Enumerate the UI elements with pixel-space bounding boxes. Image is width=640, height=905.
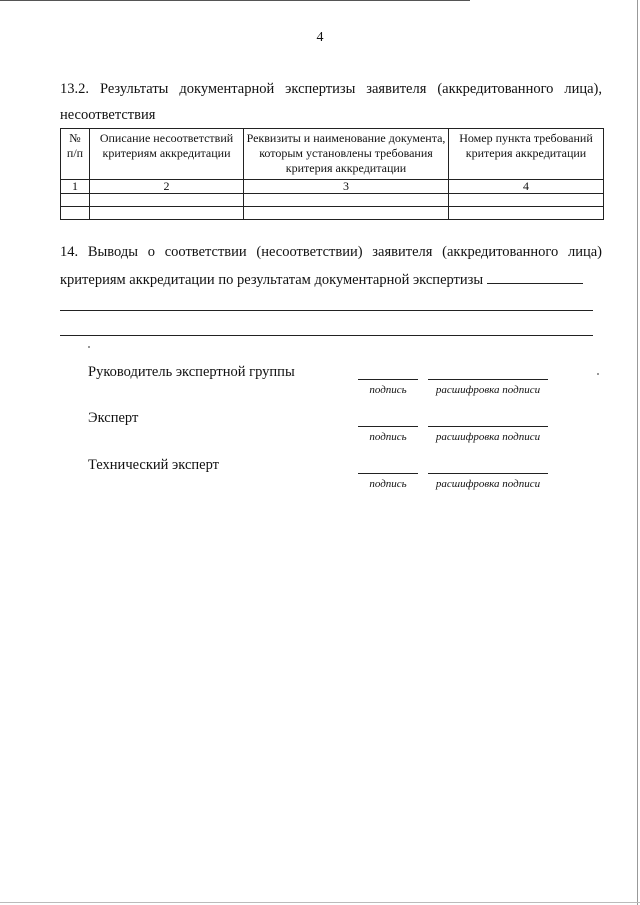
signature-decode-line: [428, 426, 548, 427]
signature-caption: подпись: [369, 431, 407, 443]
table-header-cell: Реквизиты и наименование документа, которым установлены требования критерия аккредитации: [244, 129, 449, 180]
signature-role-technical-expert: Технический эксперт: [88, 457, 219, 473]
conclusion-blank-line-2: [60, 310, 593, 311]
column-number-cell: 4: [449, 180, 604, 194]
table-row: [61, 207, 604, 220]
section-13-2-title: 13.2. Результаты документарной экспертизы заявителя (аккредитованного лица), несоответствия: [60, 81, 602, 123]
table-header-row: [61, 129, 604, 180]
column-number-cell: 3: [244, 180, 449, 194]
signature-role-expert: Эксперт: [88, 410, 139, 426]
table-cell: [244, 194, 449, 207]
table-cell: [90, 207, 244, 220]
table-cell: [449, 194, 604, 207]
signature-line: [358, 426, 418, 427]
signature-role-group-leader: Руководитель экспертной группы: [88, 364, 295, 380]
column-number-cell: 2: [90, 180, 244, 194]
signature-decode-line: [428, 473, 548, 474]
section-14-conclusion: [60, 238, 602, 294]
conclusion-blank-line: [487, 269, 583, 284]
signature-decode-caption: расшифровка подписи: [435, 478, 541, 490]
table-header-cell: № п/п: [61, 129, 90, 180]
signature-caption: подпись: [369, 384, 407, 396]
signature-caption: подпись: [369, 478, 407, 490]
table-cell: [61, 194, 90, 207]
column-number-cell: 1: [61, 180, 90, 194]
table-cell: [90, 194, 244, 207]
table-header-cell: Номер пункта требований критерия аккредитации: [449, 129, 604, 180]
signature-decode-caption: расшифровка подписи: [435, 431, 541, 443]
table-cell: [244, 207, 449, 220]
bottom-border-line: [0, 902, 640, 903]
signature-line: [358, 379, 418, 380]
table-cell: [449, 207, 604, 220]
signature-line: [358, 473, 418, 474]
table-row: [61, 194, 604, 207]
top-border-line: [0, 0, 470, 1]
table-header-cell: Описание несоответствий критериям аккредитации: [90, 129, 244, 180]
scan-speck: [88, 346, 90, 348]
table-cell: [61, 207, 90, 220]
signature-decode-line: [428, 379, 548, 380]
signature-decode-caption: расшифровка подписи: [435, 384, 541, 396]
conclusion-blank-line-3: [60, 335, 593, 336]
table-column-number-row: [61, 180, 604, 194]
page-number: 4: [316, 30, 324, 45]
section-14-text: 14. Выводы о соответствии (несоответствии) заявителя (аккредитованного лица) критериям аккредитации по результатам документарной экспертизы: [60, 244, 602, 288]
scan-speck: [597, 373, 599, 375]
nonconformities-table: [60, 128, 604, 220]
right-border-line: [637, 0, 638, 905]
